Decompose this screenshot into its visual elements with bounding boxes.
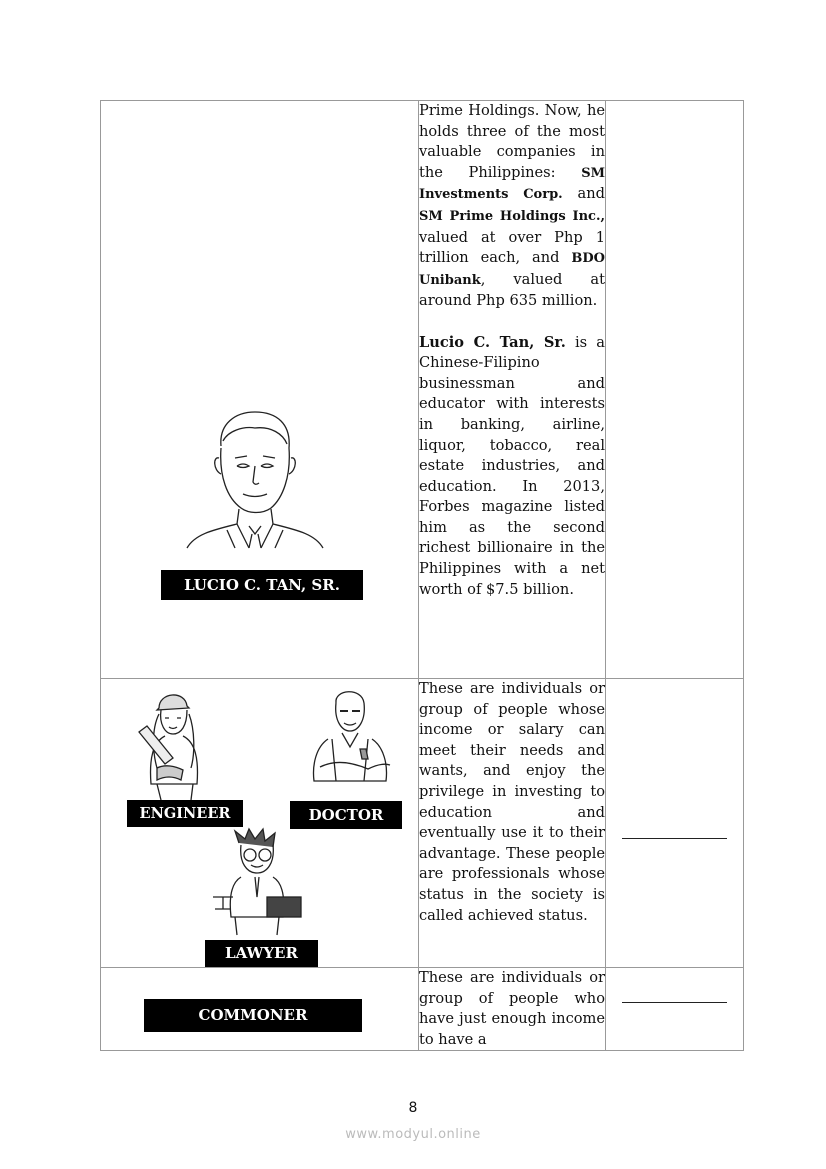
company-name-sm-prime: SM Prime Holdings Inc.,: [419, 208, 605, 224]
doctor-label: DOCTOR: [290, 801, 402, 829]
lucio-tan-paragraph: [419, 333, 605, 601]
description-cell: [419, 101, 606, 679]
image-cell-commoner: [101, 968, 419, 1051]
description-cell: [419, 968, 606, 1051]
table-row: [101, 968, 744, 1051]
engineer-label: ENGINEER: [127, 800, 243, 827]
answer-blank[interactable]: [622, 838, 727, 839]
table-row: [101, 679, 744, 968]
answer-cell: [606, 968, 744, 1051]
paragraph-text: Prime Holdings. Now, he holds three of the most valuable companies in the Philippines:: [419, 102, 605, 181]
description-cell: [419, 679, 606, 968]
commoner-label: COMMONER: [144, 999, 362, 1032]
paragraph-text: is a Chinese-Filipino businessman and educator with interests in banking, airline, liquor, tobacco, real estate industries, and education. In 2013, Forbes magazine listed him as the second richest billionaire in the Philippines with a net worth of $7.5 billion.: [419, 333, 606, 598]
professionals-paragraph: These are individuals or group of people whose income or salary can meet their needs and wants, and enjoy the privilege in investing to education and eventually use it to their advantage. These people are professionals whose status in the society is called achieved status.: [419, 680, 605, 924]
lawyer-label: LAWYER: [205, 940, 318, 967]
answer-blank[interactable]: [622, 1002, 727, 1003]
engineer-illustration: [135, 684, 227, 802]
continuation-paragraph: [419, 101, 605, 312]
lucio-tan-portrait: [183, 406, 328, 551]
doctor-illustration: [306, 685, 398, 803]
answer-cell: [606, 101, 744, 679]
content-table: [100, 100, 744, 1051]
paragraph-text: and: [562, 185, 605, 203]
answer-cell: [606, 679, 744, 968]
table-row: [101, 101, 744, 679]
paragraph-text: valued at over Php 1 trillion each, and: [419, 228, 605, 267]
lawyer-illustration: [213, 827, 305, 939]
commoner-paragraph: These are individuals or group of people who have just enough income to have a: [419, 969, 605, 1048]
footer-watermark: www.modyul.online: [345, 1127, 481, 1142]
person-name: Lucio C. Tan, Sr.: [419, 333, 566, 351]
page-number: 8: [408, 1100, 418, 1116]
image-cell-professionals: [101, 679, 419, 968]
company-name-sm-investments: SM Investments Corp.: [419, 165, 605, 203]
company-name-bdo: BDO Unibank: [419, 251, 605, 288]
lucio-tan-label: LUCIO C. TAN, SR.: [161, 570, 363, 600]
image-cell-lucio-tan: [101, 101, 419, 679]
paragraph-text: , valued at around Php 635 million.: [419, 270, 605, 310]
